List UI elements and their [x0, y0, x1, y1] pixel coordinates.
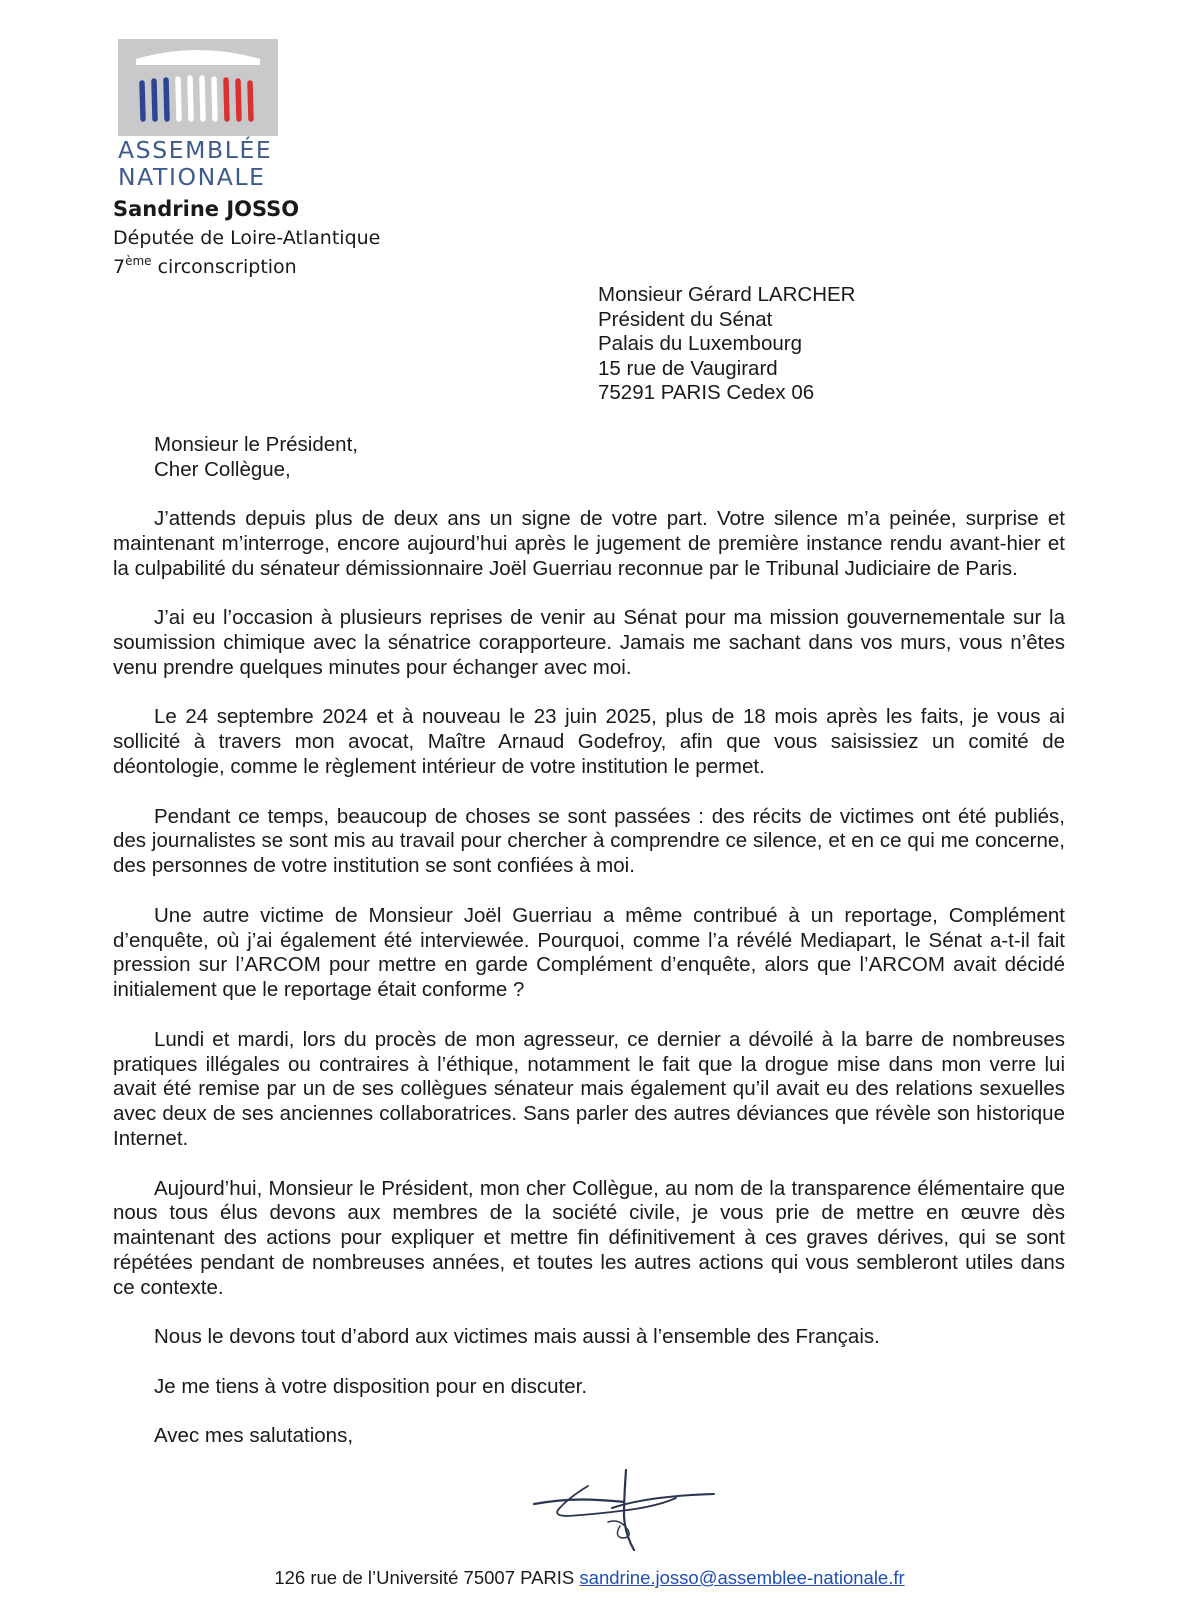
hemicycle-emblem-icon	[118, 39, 278, 136]
assemblee-nationale-logo	[118, 39, 278, 190]
body-paragraph: Le 24 septembre 2024 et à nouveau le 23 juin 2025, plus de 18 mois après les faits, je vous ai sollicité à travers mon avocat, Maître Arnaud Godefroy, afin que vous saisissiez un comité de déontologie, comme le règlement intérieur de votre institution le permet.	[113, 705, 1065, 778]
sender-title: Députée de Loire-Atlantique	[113, 227, 381, 249]
recipient-line: Palais du Luxembourg	[598, 332, 802, 355]
body-paragraph: Pendant ce temps, beaucoup de choses se sont passées : des récits de victimes ont été publiés, des journalistes se sont mis au travail pour chercher à comprendre ce silence, et en ce qui me concerne, des personnes de votre institution se sont confiées à moi.	[113, 804, 1065, 878]
recipient-line: 75291 PARIS Cedex 06	[598, 381, 815, 404]
letter-body	[113, 507, 1065, 1474]
circonscription-superscript: ème	[125, 254, 152, 268]
sender-name: Sandrine JOSSO	[113, 197, 300, 221]
sender-circonscription	[113, 253, 380, 282]
handwritten-signature	[528, 1468, 728, 1563]
body-paragraph: Lundi et mardi, lors du procès de mon agresseur, ce dernier a dévoilé à la barre de nombreuses pratiques illégales ou contraires à l’éthique, notamment le fait que la drogue mise dans mon verre lui avait été remise par un de ses collègues sénateur mais également qu’il avait eu des relations sexuelles avec deux de ses anciennes collaboratrices. Sans parler des autres déviances que révèle son historique Internet.	[113, 1027, 1065, 1150]
recipient-address	[598, 283, 855, 406]
body-paragraph: Une autre victime de Monsieur Joël Guerriau a même contribué à un reportage, Complément d’enquête, où j’ai également été interviewée. Pourquoi, comme l’a révélé Mediapart, le Sénat a-t-il fait pression sur l’ARCOM pour mettre en garde Complément d’enquête, alors que l’ARCOM avait décidé initialement que le reportage était conforme ?	[113, 903, 1065, 1002]
logo-text-line-1: ASSEMBLÉE	[118, 136, 273, 164]
body-paragraph: Je me tiens à votre disposition pour en discuter.	[154, 1374, 588, 1398]
body-paragraph: Aujourd’hui, Monsieur le Président, mon cher Collègue, au nom de la transparence élémentaire que nous tous élus devons aux membres de la société civile, je vous prie de mettre en œuvre dès maintenant des actions pour expliquer et mettre fin définitivement à ces graves dérives, qui se sont répétées pendant de nombreuses années, et toutes les autres actions qui vous sembleront utiles dans ce contexte.	[113, 1176, 1065, 1299]
body-paragraph: Nous le devons tout d’abord aux victimes mais aussi à l’ensemble des Français.	[154, 1325, 880, 1349]
body-paragraph: J’attends depuis plus de deux ans un signe de votre part. Votre silence m’a peinée, surprise et maintenant m’interroge, encore aujourd’hui après le jugement de première instance rendu avant-hier et la culpabilité du sénateur démissionnaire Joël Guerriau reconnue par le Tribunal Judiciaire de Paris.	[113, 507, 1065, 580]
footer-address: 126 rue de l’Université 75007 PARIS	[274, 1567, 580, 1588]
body-paragraph: J’ai eu l’occasion à plusieurs reprises de venir au Sénat pour ma mission gouvernementale sur la soumission chimique avec la sénatrice corapporteure. Jamais me sachant dans vos murs, vous n’êtes venu prendre quelques minutes pour échanger avec moi.	[113, 606, 1065, 679]
salutation-line: Cher Collègue,	[154, 457, 291, 481]
logo-text-line-2: NATIONALE	[118, 163, 266, 191]
salutation	[154, 433, 358, 482]
salutation-line: Monsieur le Président,	[154, 433, 358, 456]
sender-block	[113, 194, 380, 282]
closing-salutation: Avec mes salutations,	[154, 1424, 354, 1448]
recipient-line: 15 rue de Vaugirard	[598, 356, 778, 380]
footer	[0, 1567, 1179, 1589]
recipient-line: Monsieur Gérard LARCHER	[598, 283, 856, 306]
circonscription-label: circonscription	[151, 256, 297, 278]
circonscription-number: 7	[113, 256, 126, 278]
recipient-line: Président du Sénat	[598, 307, 773, 331]
footer-email-link[interactable]: sandrine.josso@assemblee-nationale.fr	[579, 1567, 905, 1588]
